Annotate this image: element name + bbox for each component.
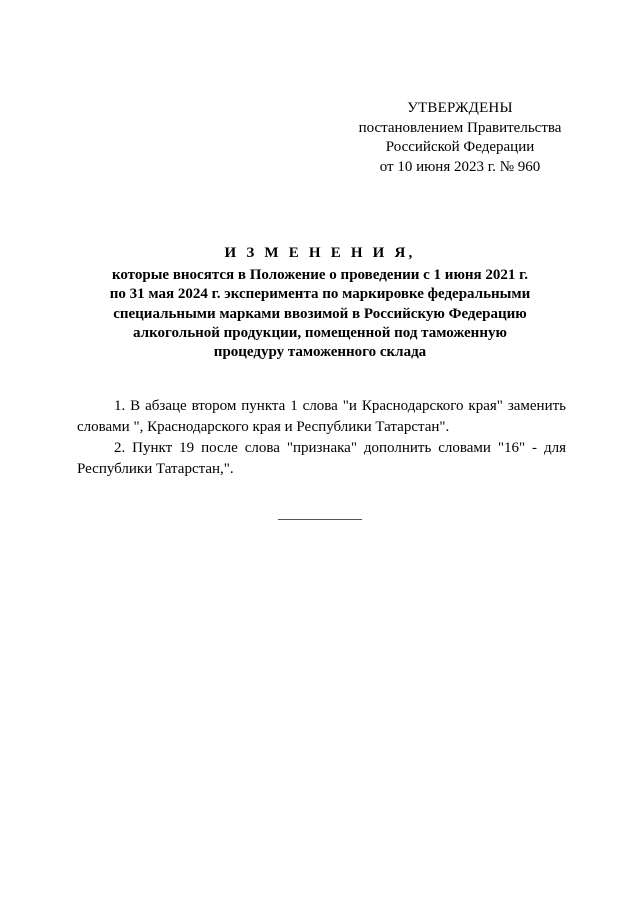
heading-subtitle-line: алкогольной продукции, помещенной под таможенную bbox=[133, 324, 507, 341]
approval-line-2: Российской Федерации bbox=[385, 139, 535, 155]
heading-title: И З М Е Н Е Н И Я, bbox=[224, 245, 416, 261]
amendment-item-2: 2. Пункт 19 после слова "признака" дополнить словами "16" - для Республики Татарстан,". bbox=[77, 440, 566, 477]
heading-subtitle-line: которые вносятся в Положение о проведении с 1 июня 2021 г. bbox=[111, 267, 529, 283]
document-heading bbox=[80, 243, 560, 362]
approval-title: УТВЕРЖДЕНЫ bbox=[407, 100, 513, 116]
heading-subtitle-line: по 31 мая 2024 г. эксперимента по маркировке федеральными bbox=[109, 286, 531, 303]
approval-line-1: постановлением Правительства bbox=[358, 119, 562, 136]
end-separator-line bbox=[278, 519, 362, 520]
amendment-item-1: 1. В абзаце втором пункта 1 слова "и Краснодарского края" заменить словами ", Краснодарского края и Республики Татарстан". bbox=[77, 398, 566, 435]
approval-line-3: от 10 июня 2023 г. № 960 bbox=[379, 158, 541, 175]
approval-stamp bbox=[340, 99, 580, 177]
heading-subtitle-line: специальными марками ввозимой в Российскую Федерацию bbox=[113, 305, 527, 322]
document-body bbox=[77, 396, 566, 480]
heading-subtitle-line: процедуру таможенного склада bbox=[213, 344, 427, 361]
heading-subtitle bbox=[80, 266, 560, 362]
